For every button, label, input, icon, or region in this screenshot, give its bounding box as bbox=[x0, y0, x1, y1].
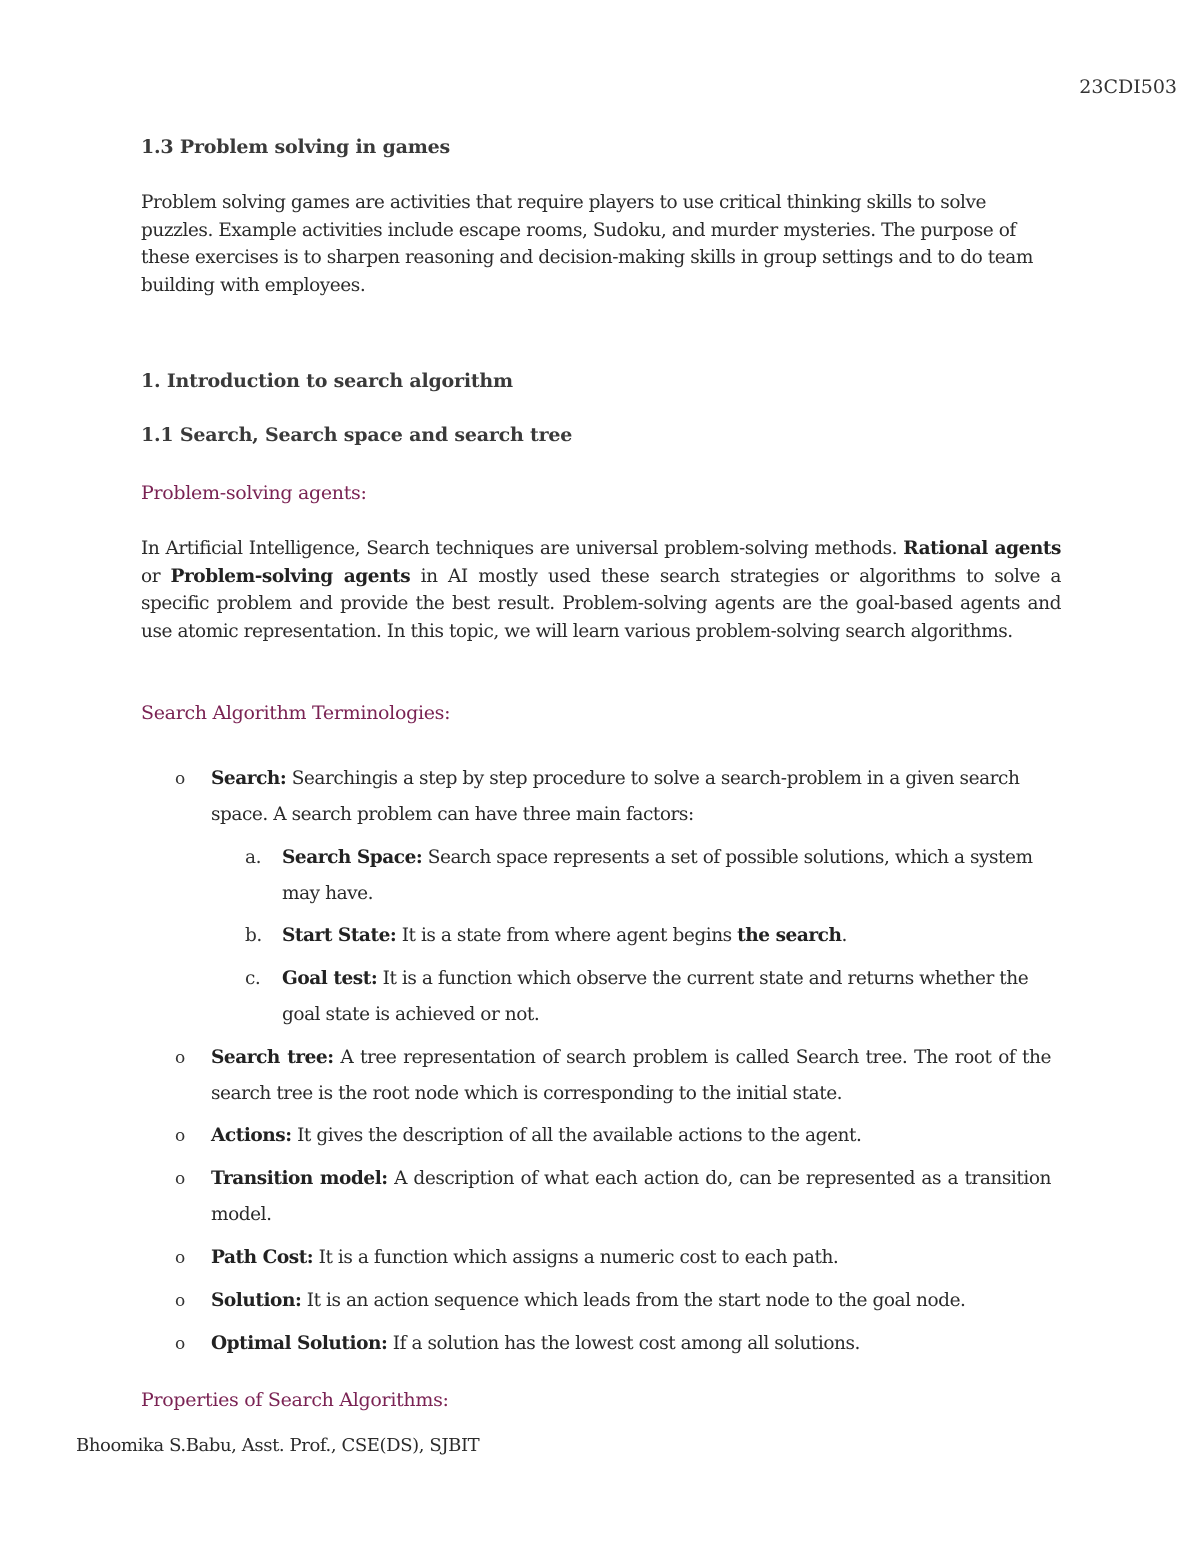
desc-start-state: It is a state from where agent begins bbox=[396, 925, 738, 946]
term-search-tree: Search tree: bbox=[211, 1047, 334, 1068]
list-item-content bbox=[211, 1240, 1051, 1276]
bullet-icon: o bbox=[175, 1048, 185, 1068]
sub-item-content bbox=[282, 918, 1061, 954]
desc-search-tree: A tree representation of search problem is called Search tree. The root of the search tree is the root node which is corresponding to the initial state. bbox=[211, 1047, 1051, 1104]
desc-optimal-solution: If a solution has the lowest cost among all solutions. bbox=[387, 1333, 860, 1354]
agents-bold-rational: Rational agents bbox=[903, 538, 1061, 559]
list-item-content bbox=[211, 1118, 1051, 1154]
bullet-icon: o bbox=[175, 1169, 185, 1189]
sub-item-content bbox=[282, 961, 1061, 1033]
desc-search: Searchingis a step by step procedure to solve a search-problem in a given search space. A search problem can have three main factors: bbox=[211, 768, 1020, 825]
sub-item-letter: a. bbox=[245, 847, 262, 868]
list-item-search-tree bbox=[175, 1040, 1051, 1112]
heading-search-terminologies: Search Algorithm Terminologies: bbox=[141, 702, 451, 724]
term-solution: Solution: bbox=[211, 1290, 302, 1311]
page-code: 23CDI503 bbox=[1079, 76, 1177, 98]
term-path-cost: Path Cost: bbox=[211, 1247, 314, 1268]
section-title-search-space-tree: 1.1 Search, Search space and search tree bbox=[141, 424, 573, 446]
desc-path-cost: It is a function which assigns a numeric cost to each path. bbox=[313, 1247, 839, 1268]
desc-goal-test: It is a function which observe the current state and returns whether the goal state is achieved or not. bbox=[282, 968, 1029, 1025]
list-item-content bbox=[211, 761, 1051, 833]
list-item-path-cost bbox=[175, 1240, 1051, 1276]
term-transition-model: Transition model: bbox=[211, 1168, 388, 1189]
list-item-solution bbox=[175, 1283, 1051, 1319]
bullet-icon: o bbox=[175, 1334, 185, 1354]
section-title-problem-solving-games: 1.3 Problem solving in games bbox=[141, 136, 451, 158]
list-item-search bbox=[175, 761, 1051, 833]
sub-item-letter: b. bbox=[245, 925, 262, 946]
term-actions: Actions: bbox=[211, 1125, 292, 1146]
paragraph-problem-solving-games: Problem solving games are activities that require players to use critical thinking skills to solve puzzles. Example activities include escape rooms, Sudoku, and murder mysteries. The purpose of these exercises is to sharpen reasoning and decision-making skills in group settings and to do team building with employees. bbox=[141, 192, 1033, 296]
term-search-space: Search Space: bbox=[282, 847, 423, 868]
desc-solution: It is an action sequence which leads from the start node to the goal node. bbox=[301, 1290, 966, 1311]
list-item-content bbox=[211, 1040, 1051, 1112]
bullet-icon: o bbox=[175, 1248, 185, 1268]
heading-properties-search-algorithms: Properties of Search Algorithms: bbox=[141, 1389, 449, 1411]
sub-item-start-state bbox=[245, 918, 1061, 954]
footer-author: Bhoomika S.Babu, Asst. Prof., CSE(DS), SJBIT bbox=[76, 1435, 480, 1456]
term-optimal-solution: Optimal Solution: bbox=[211, 1333, 388, 1354]
list-item-actions bbox=[175, 1118, 1051, 1154]
sub-item-goal-test bbox=[245, 961, 1061, 1033]
bullet-icon: o bbox=[175, 1291, 185, 1311]
list-item-content bbox=[211, 1161, 1051, 1233]
agents-text-1: In Artificial Intelligence, Search techniques are universal problem-solving methods. bbox=[141, 538, 904, 559]
desc-transition-model: A description of what each action do, can be represented as a transition model. bbox=[211, 1168, 1051, 1225]
term-start-state: Start State: bbox=[282, 925, 397, 946]
term-search: Search: bbox=[211, 768, 287, 789]
list-item-content bbox=[211, 1326, 1051, 1362]
bullet-icon: o bbox=[175, 1126, 185, 1146]
term-goal-test: Goal test: bbox=[282, 968, 378, 989]
bullet-icon: o bbox=[175, 769, 185, 789]
agents-bold-problem-solving: Problem-solving agents bbox=[170, 565, 411, 587]
desc-actions: It gives the description of all the available actions to the agent. bbox=[291, 1125, 862, 1146]
desc-start-state-tail: . bbox=[841, 925, 847, 946]
list-item-transition-model bbox=[175, 1161, 1051, 1233]
agents-text-2: or bbox=[141, 565, 171, 587]
desc-search-space: Search space represents a set of possible solutions, which a system may have. bbox=[282, 847, 1033, 904]
section-title-intro-search: 1. Introduction to search algorithm bbox=[141, 370, 513, 392]
heading-problem-solving-agents: Problem-solving agents: bbox=[141, 482, 367, 504]
agents-text-3: in AI mostly used these search strategies or algorithms to solve a specific problem and provide the best result. Problem-solving agents are the goal-based agents and use atomic representation. In this topic, we will learn various problem-solving search algorithms. bbox=[141, 565, 1061, 642]
list-item-optimal-solution bbox=[175, 1326, 1051, 1362]
bold-the-search: the search bbox=[737, 925, 842, 946]
list-item-content bbox=[211, 1283, 1051, 1319]
sub-item-search-space bbox=[245, 840, 1061, 912]
sub-item-content bbox=[282, 840, 1061, 912]
sub-item-letter: c. bbox=[245, 968, 261, 989]
paragraph-problem-solving-agents bbox=[141, 535, 1061, 645]
